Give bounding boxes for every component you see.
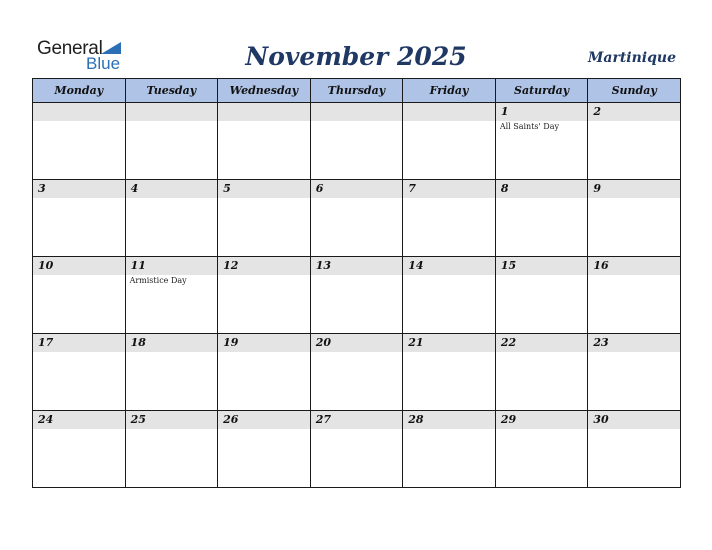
day-cell [310,334,403,411]
day-cell [495,334,588,411]
calendar-body [33,103,681,488]
day-cell [310,411,403,488]
page-title: November 2025 [245,42,467,71]
day-number: 2 [588,103,680,121]
weekday-header: Sunday [588,79,681,103]
day-number: 9 [588,180,680,198]
weekday-header: Friday [403,79,496,103]
day-number: 18 [126,334,218,352]
day-number: 28 [403,411,495,429]
day-number: 12 [218,257,310,275]
day-number: 16 [588,257,680,275]
day-number: 13 [311,257,403,275]
day-cell [218,180,311,257]
weekday-header: Thursday [310,79,403,103]
week-row [33,180,681,257]
day-cell [125,103,218,180]
holiday-label: All Saints' Day [499,122,559,131]
day-cell [403,411,496,488]
day-cell [403,180,496,257]
day-number: 29 [496,411,588,429]
day-cell [310,257,403,334]
day-number: 10 [33,257,125,275]
day-number: 7 [403,180,495,198]
day-cell [33,411,126,488]
weekday-header: Wednesday [218,79,311,103]
day-cell [495,257,588,334]
day-number: 30 [588,411,680,429]
calendar-grid [32,78,681,488]
day-number: 24 [33,411,125,429]
week-row [33,411,681,488]
day-number: 6 [311,180,403,198]
day-number: 25 [126,411,218,429]
day-cell [588,103,681,180]
day-number [311,103,403,121]
day-cell [125,411,218,488]
holiday-label: Armistice Day [129,276,187,285]
day-number: 21 [403,334,495,352]
weekday-header: Tuesday [125,79,218,103]
week-row [33,257,681,334]
day-number: 8 [496,180,588,198]
day-number [218,103,310,121]
day-cell [310,103,403,180]
day-cell [403,334,496,411]
day-cell [495,411,588,488]
day-number: 22 [496,334,588,352]
day-cell [310,180,403,257]
day-cell [218,257,311,334]
day-number: 1 [496,103,588,121]
day-number: 15 [496,257,588,275]
day-cell [218,411,311,488]
day-number: 17 [33,334,125,352]
day-number: 20 [311,334,403,352]
day-cell [33,103,126,180]
day-number: 4 [126,180,218,198]
day-number: 3 [33,180,125,198]
day-cell [588,257,681,334]
day-cell [403,103,496,180]
day-number: 26 [218,411,310,429]
day-number [403,103,495,121]
day-cell [218,334,311,411]
day-number: 19 [218,334,310,352]
day-number [33,103,125,121]
day-cell [588,334,681,411]
day-cell [125,334,218,411]
day-cell [125,180,218,257]
logo-triangle-icon [101,42,121,54]
day-number [126,103,218,121]
day-cell [588,180,681,257]
day-cell [403,257,496,334]
day-number: 27 [311,411,403,429]
region-label: Martinique [587,50,676,66]
day-number: 5 [218,180,310,198]
day-cell [125,257,218,334]
day-cell [495,180,588,257]
day-cell [33,334,126,411]
logo-text-blue: Blue [86,54,121,73]
day-cell [218,103,311,180]
day-cell [588,411,681,488]
logo-text-general: General [37,38,103,59]
day-cell [495,103,588,180]
day-number: 23 [588,334,680,352]
week-row [33,334,681,411]
day-cell [33,180,126,257]
day-number: 14 [403,257,495,275]
day-cell [33,257,126,334]
generalblue-logo [37,38,127,74]
weekday-header-row [33,79,681,103]
week-row [33,103,681,180]
day-number: 11 [126,257,218,275]
weekday-header: Saturday [495,79,588,103]
weekday-header: Monday [33,79,126,103]
